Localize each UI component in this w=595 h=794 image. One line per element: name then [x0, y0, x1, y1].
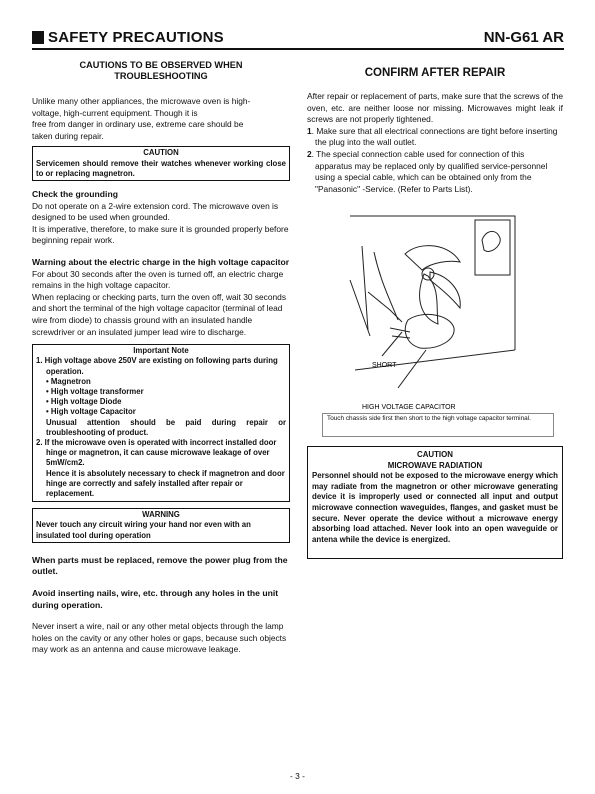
section-title	[32, 60, 290, 82]
page-header	[32, 28, 564, 50]
relay-wires	[482, 231, 500, 251]
hv-capacitor-label: HIGH VOLTAGE CAPACITOR	[362, 404, 456, 411]
caution-box	[32, 146, 290, 181]
section-title-line-2: TROUBLESHOOTING	[114, 71, 208, 81]
microwave-radiation-caution	[307, 446, 563, 559]
control-board	[475, 220, 510, 275]
radiation-caution-title: CAUTION	[417, 450, 453, 459]
charge-heading: Warning about the electric charge in the high voltage capacitor	[32, 256, 290, 267]
note-item-transformer: • High voltage transformer	[46, 386, 144, 396]
right-column	[307, 60, 563, 195]
note-1-tail: Unusual attention should be paid during repair or troubleshooting of product.	[46, 417, 286, 437]
item-2-text: . The special connection cable used for connection of this apparatus may be replaced only by qualified service-personnel using a special cable, which can be obtained only from the "Panasonic" -Service. (Refer to Parts List).	[311, 148, 548, 194]
short-label: SHORT	[372, 362, 397, 369]
nails-text: Never insert a wire, nail or any other metal objects through the lamp holes on the cavity or any other holes or gaps, because such objects may work as an antenna and cause microwave leakage.	[32, 621, 287, 655]
screwdriver	[368, 292, 402, 322]
note-2: 2. If the microwave oven is operated with incorrect installed door hinge or magnetron, it can cause microwave leakage of over 5mW/cm2.	[36, 437, 277, 468]
item-1-text: . Make sure that all electrical connections are tight before inserting the plug into the wall outlet.	[311, 125, 558, 148]
warning-text: Never touch any circuit wiring your hand nor even with an insulated tool during operation	[36, 520, 251, 540]
caution-box-title: CAUTION	[143, 148, 179, 158]
radiation-caution-text: Personnel should not be exposed to the microwave energy which may radiate from the magnetron or other microwave generating device it is improperly used or connected all input and output microwave connection waveguides, flanges, and gasket must be secure. Never operate the device without a microwave energy absorbing load attached. Never look into an open waveguide or antena while the device is energized.	[312, 471, 558, 544]
wire-2	[374, 252, 398, 320]
charge-text-1: For about 30 seconds after the oven is turned off, an electric charge remains in the high voltage capacitor.	[32, 268, 284, 291]
capacitor-pointer	[398, 350, 426, 388]
confirm-intro: After repair or replacement of parts, make sure that the screws of the oven, etc. are neither loose nor missing. Microwaves might leak if screws are not properly tightened.	[307, 91, 563, 125]
important-note-box	[32, 344, 290, 502]
capacitor-discharge-diagram	[310, 210, 564, 436]
item-1-number: 1	[307, 125, 312, 136]
wire-3	[350, 280, 370, 336]
note-1: 1. High voltage above 250V are existing on following parts during operation.	[36, 356, 278, 376]
diagram-caption: Touch chassis side first then short to the high voltage capacitor terminal.	[322, 413, 554, 437]
note-item-magnetron: • Magnetron	[46, 376, 91, 386]
fan-blade-1	[405, 246, 460, 270]
grounding-text-1: Do not operate on a 2-wire extension cord. The microwave oven is designed to be used when grounded.	[32, 200, 279, 223]
grounding-heading: Check the grounding	[32, 188, 118, 199]
note-2-tail: Hence it is absolutely necessary to check if magnetron and door hinge are correctly and safely installed after repair or replacement.	[46, 468, 285, 498]
section-title-line-1: CAUTIONS TO BE OBSERVED WHEN	[79, 60, 243, 70]
confirm-item-2	[307, 149, 563, 195]
grounding-text-2: It is imperative, therefore, to make sure it is grounded properly before beginning repair work.	[32, 223, 289, 246]
page-number: - 3 -	[290, 771, 305, 781]
note-item-diode: • High voltage Diode	[46, 397, 122, 407]
fan-blade-2	[420, 274, 438, 324]
intro-line-3: free from danger in ordinary use, extreme care should be	[32, 119, 244, 130]
fan-blade-3	[430, 272, 460, 308]
intro-line-4: taken during repair.	[32, 130, 104, 141]
confirm-item-1	[307, 126, 563, 149]
short-pointer	[382, 332, 402, 356]
warning-box	[32, 508, 290, 543]
header-square-icon	[32, 31, 44, 44]
parts-heading: When parts must be replaced, remove the power plug from the outlet.	[32, 554, 288, 577]
intro-line-1: Unlike many other appliances, the microwave oven is high-	[32, 96, 251, 106]
important-note-title: Important Note	[133, 346, 189, 356]
nails-heading: Avoid inserting nails, wire, etc. through any holes in the unit during operation.	[32, 587, 279, 610]
model-number: NN-G61 AR	[483, 29, 564, 46]
left-column	[32, 60, 290, 656]
charge-text-2: When replacing or checking parts, turn the oven off, wait 30 seconds and short the terminal of the high voltage capacitor (terminal of lead wire from diode) to chassis ground with an insulated handle screwdriver or an insulated jumper lead wire to discharge.	[32, 291, 287, 337]
radiation-caution-subtitle: MICROWAVE RADIATION	[387, 460, 483, 470]
note-item-capacitor: • High voltage Capacitor	[46, 407, 136, 417]
intro-line-2: voltage, high-current equipment. Though it is	[32, 107, 198, 118]
confirm-title: CONFIRM AFTER REPAIR	[364, 67, 506, 79]
page-title: SAFETY PRECAUTIONS	[48, 29, 224, 46]
warning-title: WARNING	[142, 510, 180, 520]
item-2-number: 2	[307, 148, 312, 159]
caution-box-text: Servicemen should remove their watches whenever working close to or replacing magnetron.	[36, 158, 286, 178]
